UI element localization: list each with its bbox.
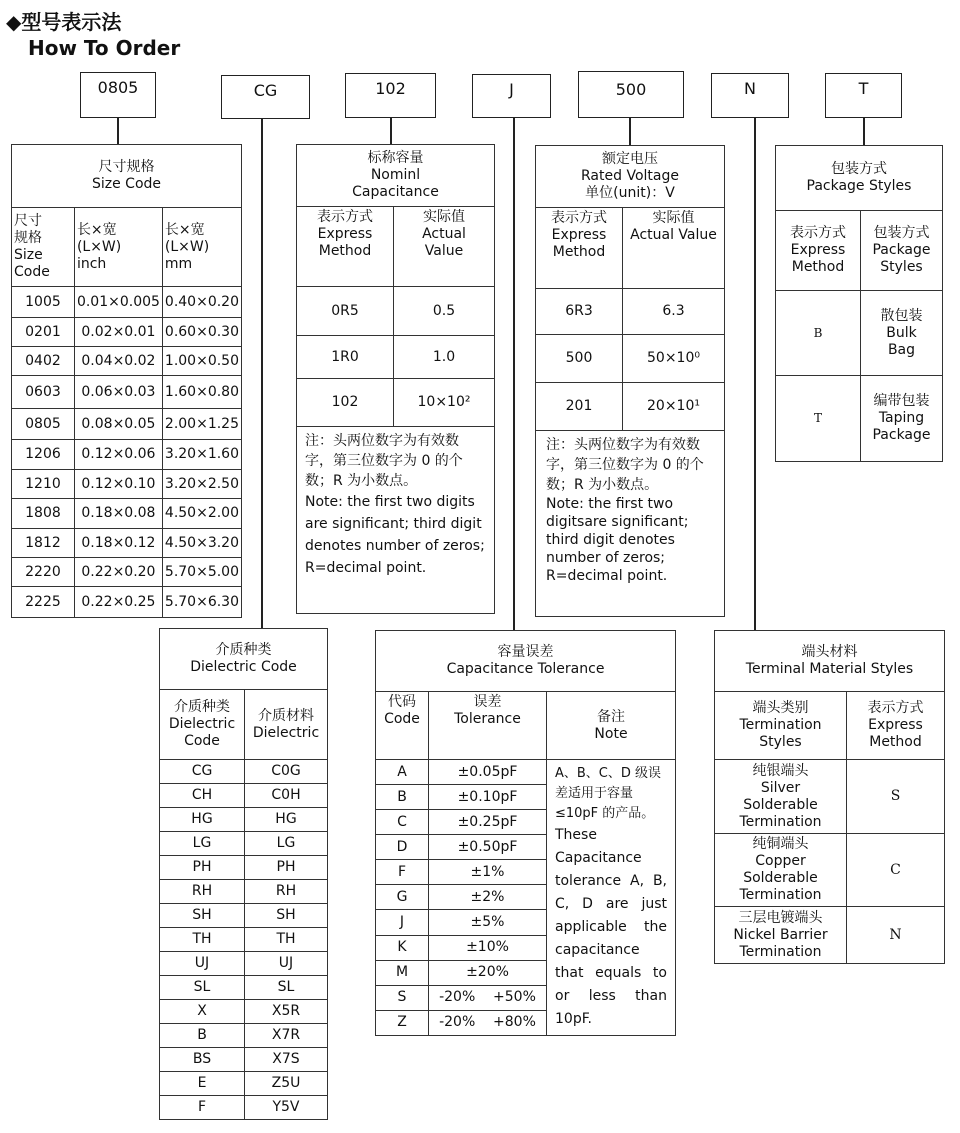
table-cell: 0R5 [297,287,394,336]
table-cell: 2220 [12,558,75,587]
tolerance-table [375,630,676,1036]
table-cell: -20% +80% [429,1010,547,1035]
table-cell: 5.70×6.30 [162,587,241,618]
table-cell: 0402 [12,347,75,376]
table-cell: ±1% [429,860,547,885]
table-cell: -20% +50% [429,985,547,1010]
code-box-package: T [825,73,902,118]
table-cell: 2.00×1.25 [162,409,241,440]
table-cell: 3.20×1.60 [162,440,241,470]
size-col-inch: 长×宽 (L×W) inch [74,208,162,287]
table-cell: 1808 [12,499,75,529]
term-title: 端头材料 Terminal Material Styles [715,631,945,692]
pkg-title: 包装方式 Package Styles [776,146,943,211]
table-cell: 102 [297,379,394,427]
table-cell: C0G [245,760,328,784]
table-cell: 10×10² [394,379,495,427]
code-box-dielectric: CG [221,75,310,119]
table-cell: TH [245,928,328,952]
table-cell: RH [245,880,328,904]
table-cell: CH [160,784,245,808]
connector-capacitance [390,118,392,144]
table-cell: 1.60×0.80 [162,376,241,409]
table-cell: LG [245,832,328,856]
table-cell: X [160,1000,245,1024]
table-cell: SH [160,904,245,928]
tol-col-note: 备注 Note [547,692,676,760]
table-cell: X7R [245,1024,328,1048]
table-cell: 0.01×0.005 [74,287,162,318]
connector-package [863,118,865,145]
connector-voltage [629,118,631,145]
table-row [160,904,328,928]
dielectric-table [159,628,328,1120]
table-row [376,760,676,785]
table-row [776,291,943,376]
table-cell: G [376,885,429,910]
code-box-capacitance: 102 [345,73,436,118]
table-cell: F [376,860,429,885]
table-cell: 纯铜端头 Copper Solderable Termination [715,834,847,907]
table-cell: 1005 [12,287,75,318]
table-cell: ±10% [429,935,547,960]
connector-dielectric [261,119,263,629]
cap-note-cn: 注：头两位数字为有效数字，第三位数字为 0 的个数；R 为小数点。 [305,433,463,489]
table-cell: 1R0 [297,336,394,379]
table-row [536,289,725,335]
table-cell: D [376,835,429,860]
volt-col-value: 实际值 Actual Value [623,208,725,289]
table-cell: 500 [536,335,623,383]
size-code-table [11,144,242,618]
table-cell: ±0.05pF [429,760,547,785]
pkg-col-method: 表示方式 Express Method [776,211,861,291]
table-row [160,1048,328,1072]
table-cell: SL [160,976,245,1000]
table-cell: B [376,785,429,810]
table-cell: 50×10⁰ [623,335,725,383]
table-cell: CG [160,760,245,784]
table-cell: 3.20×2.50 [162,470,241,499]
tolerance-note [547,760,676,1036]
table-row [12,376,242,409]
table-cell: SH [245,904,328,928]
table-cell: C [847,834,945,907]
table-cell: J [376,910,429,935]
table-row [160,1072,328,1096]
diel-col-material: 介质材料 Dielectric [245,690,328,760]
table-cell: 0.18×0.08 [74,499,162,529]
package-table [775,145,943,462]
table-cell: 0.06×0.03 [74,376,162,409]
table-cell: 三层电镀端头 Nickel Barrier Termination [715,907,847,964]
table-row [12,409,242,440]
table-row [160,760,328,784]
table-cell: UJ [160,952,245,976]
table-cell: ±5% [429,910,547,935]
size-title-en: Size Code [91,176,162,192]
table-cell: 0.40×0.20 [162,287,241,318]
tol-col-code: 代码 Code [376,692,429,760]
cap-col-value: 实际值 Actual Value [394,207,495,287]
table-cell: 0603 [12,376,75,409]
code-box-tolerance: J [472,74,551,118]
table-row [12,587,242,618]
table-cell: ±0.50pF [429,835,547,860]
table-cell: X7S [245,1048,328,1072]
table-cell: 20×10¹ [623,383,725,431]
table-cell: 0201 [12,318,75,347]
table-cell: TH [160,928,245,952]
table-cell: 0.08×0.05 [74,409,162,440]
table-cell: 6.3 [623,289,725,335]
table-row [160,1096,328,1120]
table-cell: 0.18×0.12 [74,529,162,558]
table-cell: SL [245,976,328,1000]
title-cn: ◆型号表示法 [6,10,122,34]
connector-terminal [754,118,756,630]
size-col-code: 尺寸 规格 Size Code [12,208,75,287]
volt-title: 额定电压 Rated Voltage 单位(unit)：V [536,146,725,208]
table-cell: A [376,760,429,785]
table-row [160,880,328,904]
volt-col-method: 表示方式 Express Method [536,208,623,289]
code-box-terminal: N [711,73,789,118]
table-row [160,808,328,832]
cap-title: 标称容量 Nominl Capacitance [297,145,495,207]
table-cell: PH [160,856,245,880]
table-row [160,1000,328,1024]
table-cell: 1812 [12,529,75,558]
table-cell: ±2% [429,885,547,910]
table-row [715,907,945,964]
table-row [12,287,242,318]
title-en: How To Order [28,36,181,60]
table-cell: 0.60×0.30 [162,318,241,347]
tol-note-cn: A、B、C、D 级误差适用于容量≤10pF 的产品。 [555,766,662,821]
table-row [297,336,495,379]
table-row [536,335,725,383]
table-row [160,976,328,1000]
table-cell: E [160,1072,245,1096]
term-col-method: 表示方式 Express Method [847,692,945,760]
table-row [12,347,242,376]
cap-note-en: Note: the first two digits are significant; third digit denotes number of zeros; R=decimal point. [305,494,485,576]
table-cell: 1210 [12,470,75,499]
table-cell: 0.22×0.25 [74,587,162,618]
table-cell: F [160,1096,245,1120]
table-cell: 0.22×0.20 [74,558,162,587]
table-row [536,383,725,431]
table-cell: M [376,960,429,985]
table-cell: Z5U [245,1072,328,1096]
table-cell: 0.5 [394,287,495,336]
connector-tolerance [513,118,515,630]
tol-col-tolerance: 误差 Tolerance [429,692,547,760]
table-cell: 4.50×3.20 [162,529,241,558]
table-cell: ±20% [429,960,547,985]
diel-col-code: 介质种类 Dielectric Code [160,690,245,760]
table-cell: 编带包装 Taping Package [861,376,943,462]
table-row [297,379,495,427]
table-row [12,529,242,558]
table-cell: RH [160,880,245,904]
table-row [12,440,242,470]
table-cell: 散包装 Bulk Bag [861,291,943,376]
table-cell: Z [376,1010,429,1035]
table-cell: 1.0 [394,336,495,379]
table-cell: B [160,1024,245,1048]
table-cell: T [776,376,861,462]
diel-title: 介质种类 Dielectric Code [160,629,328,690]
table-cell: 6R3 [536,289,623,335]
table-row [12,470,242,499]
table-cell: N [847,907,945,964]
table-cell: C0H [245,784,328,808]
code-box-size: 0805 [80,72,156,118]
table-cell: B [776,291,861,376]
table-row [160,832,328,856]
table-row [776,376,943,462]
table-cell: UJ [245,952,328,976]
table-cell: 2225 [12,587,75,618]
table-cell: HG [160,808,245,832]
table-row [160,1024,328,1048]
table-row [160,784,328,808]
table-row [715,760,945,834]
table-cell: S [376,985,429,1010]
table-cell: 纯银端头 Silver Solderable Termination [715,760,847,834]
table-cell: ±0.10pF [429,785,547,810]
table-cell: K [376,935,429,960]
table-cell: 1206 [12,440,75,470]
cap-col-method: 表示方式 Express Method [297,207,394,287]
table-cell: ±0.25pF [429,810,547,835]
table-cell: HG [245,808,328,832]
capacitance-table [296,144,495,614]
table-cell: 201 [536,383,623,431]
table-cell: 0805 [12,409,75,440]
table-cell: 0.02×0.01 [74,318,162,347]
table-row [12,318,242,347]
table-row [12,558,242,587]
table-cell: Y5V [245,1096,328,1120]
table-row [160,952,328,976]
pkg-col-style: 包装方式 Package Styles [861,211,943,291]
table-cell: S [847,760,945,834]
voltage-table [535,145,725,617]
table-cell: 5.70×5.00 [162,558,241,587]
tol-title: 容量误差 Capacitance Tolerance [376,631,676,692]
table-cell: LG [160,832,245,856]
table-row [297,287,495,336]
table-cell: 0.12×0.10 [74,470,162,499]
connector-size [117,118,119,144]
table-cell: 0.04×0.02 [74,347,162,376]
size-col-mm: 长×宽 (L×W) mm [162,208,241,287]
table-cell: C [376,810,429,835]
table-cell: X5R [245,1000,328,1024]
table-row [715,834,945,907]
table-row [160,856,328,880]
term-col-style: 端头类别 Termination Styles [715,692,847,760]
tol-note-en: These Capacitance tolerance A, B, C, D are just applicable the capacitance that equals to or less than 10pF. [555,827,667,1027]
table-cell: 4.50×2.00 [162,499,241,529]
volt-note-en: Note: the first two digitsare significant; third digit denotes number of zeros; R=decimal point. [546,496,689,584]
table-cell: 1.00×0.50 [162,347,241,376]
volt-note-cn: 注：头两位数字为有效数字，第三位数字为 0 的个数；R 为小数点。 [546,437,704,493]
code-box-voltage: 500 [578,71,684,118]
terminal-table [714,630,945,964]
table-cell: BS [160,1048,245,1072]
table-cell: PH [245,856,328,880]
table-row [160,928,328,952]
size-title-cn: 尺寸规格 [98,159,155,175]
table-row [12,499,242,529]
table-cell: 0.12×0.06 [74,440,162,470]
